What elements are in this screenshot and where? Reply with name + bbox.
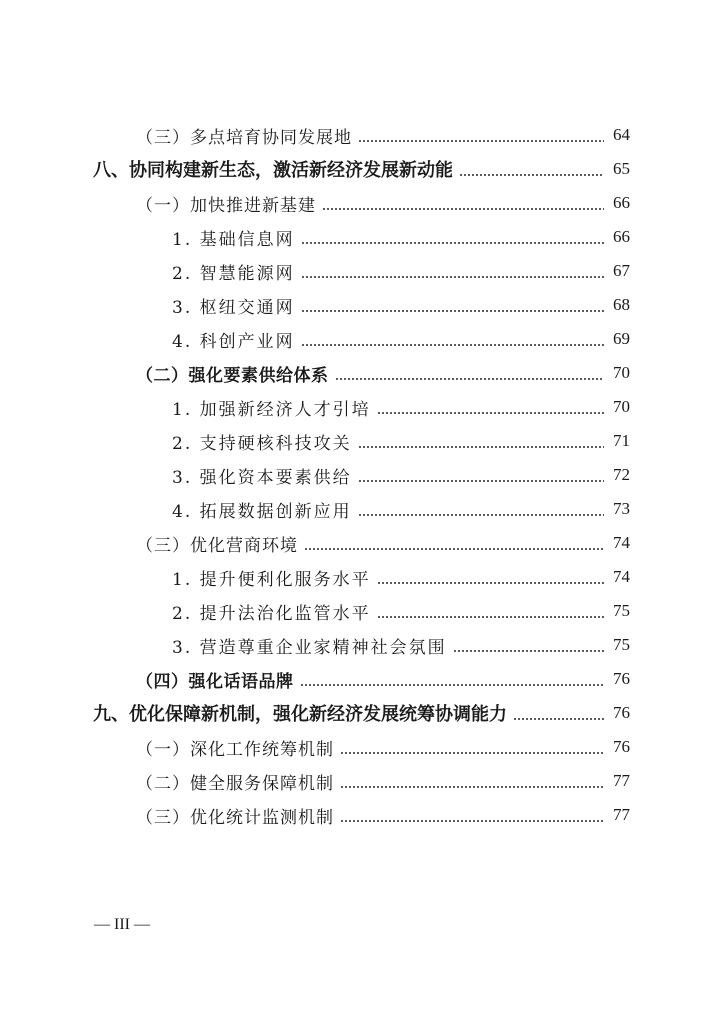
- toc-chapter[interactable]: [0, 696, 724, 730]
- toc-subentry[interactable]: [0, 594, 724, 628]
- dot-leader: [377, 397, 604, 417]
- toc-subentry-title: 1. 加强新经济人才引培: [172, 399, 371, 420]
- toc-subentry[interactable]: [0, 492, 724, 526]
- dot-leader: [358, 499, 604, 519]
- dot-leader: [340, 771, 604, 791]
- toc-subentry-page: 72: [613, 465, 630, 484]
- toc-subentry-page: 74: [613, 567, 630, 586]
- toc-entry-page: 76: [613, 737, 630, 756]
- dot-leader: [301, 329, 604, 349]
- toc-subentry-page: 75: [613, 601, 630, 620]
- dot-leader: [358, 465, 604, 485]
- dot-leader: [300, 669, 605, 689]
- toc-entry-title: （二）健全服务保障机制: [136, 773, 334, 794]
- toc-entry-title: （三）优化统计监测机制: [136, 807, 334, 828]
- toc-entry-title: （一）深化工作统筹机制: [136, 739, 334, 760]
- dot-leader: [459, 159, 604, 179]
- toc-entry[interactable]: [0, 526, 724, 560]
- dot-leader: [358, 125, 604, 145]
- dot-leader: [513, 703, 604, 723]
- toc-chapter-page: 65: [613, 159, 630, 178]
- toc-entry-page: 66: [613, 193, 630, 212]
- toc-entry-title: （三）优化营商环境: [136, 535, 298, 556]
- toc-subentry[interactable]: [0, 424, 724, 458]
- toc-subentry-page: 70: [613, 397, 630, 416]
- toc-subentry-title: 2. 支持硬核科技攻关: [172, 433, 352, 454]
- toc-entry-page: 77: [613, 805, 630, 824]
- toc-subentry[interactable]: [0, 628, 724, 662]
- toc-subentry-title: 3. 枢纽交通网: [172, 297, 295, 318]
- toc-subentry-page: 68: [613, 295, 630, 314]
- dot-leader: [322, 193, 604, 213]
- dot-leader: [335, 363, 605, 383]
- toc-subentry-page: 66: [613, 227, 630, 246]
- toc-entry[interactable]: [0, 730, 724, 764]
- toc-subentry-page: 67: [613, 261, 630, 280]
- toc-subentry-page: 73: [613, 499, 630, 518]
- toc-subentry[interactable]: [0, 220, 724, 254]
- toc-subentry-page: 69: [613, 329, 630, 348]
- toc-subentry-title: 2. 提升法治化监管水平: [172, 603, 371, 624]
- toc-subentry[interactable]: [0, 458, 724, 492]
- toc-subentry-title: 3. 营造尊重企业家精神社会氛围: [172, 637, 447, 658]
- dot-leader: [358, 431, 604, 451]
- dot-leader: [301, 295, 604, 315]
- toc-subentry[interactable]: [0, 322, 724, 356]
- dot-leader: [377, 601, 604, 621]
- page-number-footer: — III —: [94, 916, 150, 933]
- dot-leader: [453, 635, 604, 655]
- dot-leader: [340, 805, 604, 825]
- toc-entry[interactable]: [0, 118, 724, 152]
- toc-subentry-title: 4. 科创产业网: [172, 331, 295, 352]
- toc-entry-page: 77: [613, 771, 630, 790]
- table-of-contents: [0, 118, 724, 832]
- toc-subentry-title: 1. 基础信息网: [172, 229, 295, 250]
- toc-entry[interactable]: [0, 356, 724, 390]
- toc-subentry[interactable]: [0, 254, 724, 288]
- toc-chapter-title: 八、协同构建新生态，激活新经济发展新动能: [93, 160, 453, 181]
- toc-entry-page: 74: [613, 533, 630, 552]
- dot-leader: [377, 567, 604, 587]
- toc-chapter-page: 76: [613, 703, 630, 722]
- toc-subentry-title: 2. 智慧能源网: [172, 263, 295, 284]
- toc-entry-page: 70: [613, 363, 630, 382]
- toc-entry-title: （三）多点培育协同发展地: [136, 127, 352, 148]
- toc-subentry-title: 4. 拓展数据创新应用: [172, 501, 352, 522]
- toc-chapter-title: 九、优化保障新机制，强化新经济发展统筹协调能力: [93, 704, 507, 725]
- toc-entry-title: （四）强化话语品牌: [136, 671, 294, 692]
- toc-entry-page: 76: [613, 669, 630, 688]
- toc-subentry-page: 71: [613, 431, 630, 450]
- toc-subentry[interactable]: [0, 560, 724, 594]
- toc-subentry-page: 75: [613, 635, 630, 654]
- toc-entry[interactable]: [0, 186, 724, 220]
- toc-entry-page: 64: [613, 125, 630, 144]
- toc-entry[interactable]: [0, 662, 724, 696]
- toc-entry[interactable]: [0, 764, 724, 798]
- dot-leader: [301, 227, 604, 247]
- toc-entry[interactable]: [0, 798, 724, 832]
- dot-leader: [340, 737, 604, 757]
- toc-entry-title: （一）加快推进新基建: [136, 195, 316, 216]
- toc-subentry-title: 3. 强化资本要素供给: [172, 467, 352, 488]
- toc-chapter[interactable]: [0, 152, 724, 186]
- toc-subentry[interactable]: [0, 390, 724, 424]
- dot-leader: [304, 533, 604, 553]
- dot-leader: [301, 261, 604, 281]
- toc-entry-title: （二）强化要素供给体系: [136, 365, 329, 386]
- toc-subentry-title: 1. 提升便利化服务水平: [172, 569, 371, 590]
- toc-subentry[interactable]: [0, 288, 724, 322]
